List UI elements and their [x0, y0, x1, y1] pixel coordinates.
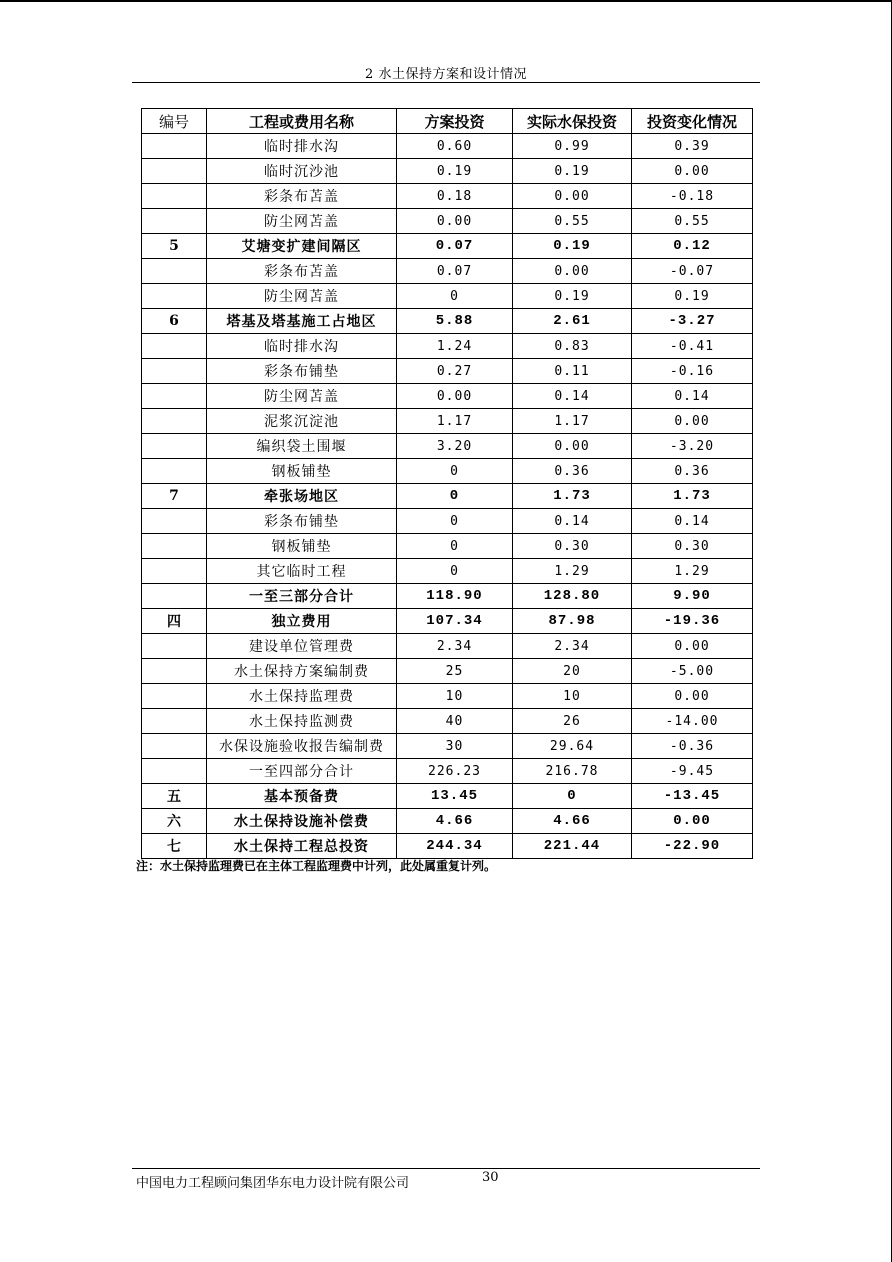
cell-name: 临时排水沟	[207, 134, 397, 159]
cell-investment-change: -0.41	[632, 334, 753, 359]
cell-plan-investment: 10	[397, 684, 513, 709]
table-row	[142, 759, 753, 784]
cell-investment-change: 1.29	[632, 559, 753, 584]
cell-investment-change: -0.36	[632, 734, 753, 759]
column-header-plan: 方案投资	[397, 109, 513, 134]
cell-name: 独立费用	[207, 609, 397, 634]
cell-actual-investment: 26	[513, 709, 632, 734]
column-header-actual: 实际水保投资	[513, 109, 632, 134]
cell-no	[142, 559, 207, 584]
cell-name: 泥浆沉淀池	[207, 409, 397, 434]
cell-actual-investment: 0.30	[513, 534, 632, 559]
cell-actual-investment: 0.19	[513, 234, 632, 259]
cell-actual-investment: 221.44	[513, 834, 632, 859]
table-row	[142, 484, 753, 509]
cell-investment-change: 0.00	[632, 684, 753, 709]
cell-investment-change: 1.73	[632, 484, 753, 509]
cell-actual-investment: 0.14	[513, 509, 632, 534]
cell-plan-investment: 3.20	[397, 434, 513, 459]
cell-investment-change: -0.16	[632, 359, 753, 384]
cell-name: 牵张场地区	[207, 484, 397, 509]
cell-plan-investment: 13.45	[397, 784, 513, 809]
cell-no	[142, 534, 207, 559]
cell-no	[142, 634, 207, 659]
cell-name: 其它临时工程	[207, 559, 397, 584]
cell-no: 七	[142, 834, 207, 859]
cell-investment-change: 0.14	[632, 384, 753, 409]
cell-plan-investment: 2.34	[397, 634, 513, 659]
cell-plan-investment: 107.34	[397, 609, 513, 634]
cell-name: 彩条布铺垫	[207, 359, 397, 384]
cell-actual-investment: 0.99	[513, 134, 632, 159]
cell-no	[142, 459, 207, 484]
cell-no	[142, 759, 207, 784]
cell-name: 编织袋土围堰	[207, 434, 397, 459]
cell-name: 钢板铺垫	[207, 534, 397, 559]
cell-no	[142, 384, 207, 409]
cell-actual-investment: 0.00	[513, 434, 632, 459]
column-header-no: 编号	[142, 109, 207, 134]
cell-name: 彩条布苫盖	[207, 259, 397, 284]
cell-name: 彩条布苫盖	[207, 184, 397, 209]
cell-name: 水保设施验收报告编制费	[207, 734, 397, 759]
cell-no	[142, 684, 207, 709]
cell-plan-investment: 1.24	[397, 334, 513, 359]
cell-plan-investment: 226.23	[397, 759, 513, 784]
cell-actual-investment: 0.19	[513, 159, 632, 184]
cell-actual-investment: 0.14	[513, 384, 632, 409]
cell-no: 5	[142, 234, 207, 259]
cell-plan-investment: 0.00	[397, 384, 513, 409]
table-row	[142, 659, 753, 684]
cell-actual-investment: 0.19	[513, 284, 632, 309]
cell-investment-change: 0.00	[632, 159, 753, 184]
cell-plan-investment: 0.00	[397, 209, 513, 234]
column-header-name: 工程或费用名称	[207, 109, 397, 134]
cell-plan-investment: 0.07	[397, 259, 513, 284]
cell-plan-investment: 30	[397, 734, 513, 759]
cell-investment-change: 0.12	[632, 234, 753, 259]
cell-name: 一至三部分合计	[207, 584, 397, 609]
table-header-row	[142, 109, 753, 134]
page-number: 30	[482, 1170, 499, 1185]
page-header-title: 2 水土保持方案和设计情况	[365, 67, 527, 82]
cell-name: 防尘网苫盖	[207, 209, 397, 234]
cell-plan-investment: 5.88	[397, 309, 513, 334]
cell-no: 6	[142, 309, 207, 334]
cell-investment-change: -5.00	[632, 659, 753, 684]
table-row	[142, 634, 753, 659]
cell-no	[142, 584, 207, 609]
cell-plan-investment: 0.60	[397, 134, 513, 159]
table-row	[142, 209, 753, 234]
cell-investment-change: -9.45	[632, 759, 753, 784]
table-row	[142, 234, 753, 259]
cell-actual-investment: 2.34	[513, 634, 632, 659]
cell-actual-investment: 87.98	[513, 609, 632, 634]
table-row	[142, 459, 753, 484]
cell-actual-investment: 128.80	[513, 584, 632, 609]
cell-actual-investment: 0.00	[513, 184, 632, 209]
cell-no	[142, 434, 207, 459]
cell-plan-investment: 4.66	[397, 809, 513, 834]
cell-name: 防尘网苫盖	[207, 284, 397, 309]
cell-actual-investment: 0.83	[513, 334, 632, 359]
cell-no	[142, 734, 207, 759]
cell-no	[142, 259, 207, 284]
table-row	[142, 359, 753, 384]
cell-no: 六	[142, 809, 207, 834]
cell-plan-investment: 0.19	[397, 159, 513, 184]
cell-investment-change: -22.90	[632, 834, 753, 859]
cell-name: 彩条布铺垫	[207, 509, 397, 534]
cell-investment-change: -14.00	[632, 709, 753, 734]
cell-investment-change: 0.00	[632, 409, 753, 434]
cell-plan-investment: 0	[397, 484, 513, 509]
cell-no	[142, 284, 207, 309]
cell-actual-investment: 1.29	[513, 559, 632, 584]
table-row	[142, 609, 753, 634]
footer-company-name: 中国电力工程顾问集团华东电力设计院有限公司	[136, 1176, 410, 1191]
table-row	[142, 684, 753, 709]
cell-plan-investment: 1.17	[397, 409, 513, 434]
table-row	[142, 184, 753, 209]
cell-plan-investment: 244.34	[397, 834, 513, 859]
cell-investment-change: -0.18	[632, 184, 753, 209]
cell-actual-investment: 0.36	[513, 459, 632, 484]
cell-actual-investment: 1.17	[513, 409, 632, 434]
table-row	[142, 159, 753, 184]
cell-plan-investment: 0.07	[397, 234, 513, 259]
table-row	[142, 309, 753, 334]
cell-no	[142, 334, 207, 359]
cell-name: 艾塘变扩建间隔区	[207, 234, 397, 259]
cell-investment-change: 0.19	[632, 284, 753, 309]
investment-table	[141, 108, 753, 859]
table-row	[142, 809, 753, 834]
table-row	[142, 384, 753, 409]
table-body	[142, 134, 753, 859]
cell-investment-change: 9.90	[632, 584, 753, 609]
table-row	[142, 409, 753, 434]
cell-plan-investment: 118.90	[397, 584, 513, 609]
table-row	[142, 584, 753, 609]
cell-investment-change: 0.39	[632, 134, 753, 159]
cell-plan-investment: 0	[397, 459, 513, 484]
cell-no	[142, 184, 207, 209]
cell-investment-change: -3.20	[632, 434, 753, 459]
cell-actual-investment: 0.55	[513, 209, 632, 234]
cell-name: 防尘网苫盖	[207, 384, 397, 409]
page-top-border	[0, 0, 892, 2]
cell-no	[142, 209, 207, 234]
cell-no: 四	[142, 609, 207, 634]
cell-plan-investment: 0.27	[397, 359, 513, 384]
cell-investment-change: -13.45	[632, 784, 753, 809]
cell-name: 水土保持工程总投资	[207, 834, 397, 859]
table-row	[142, 709, 753, 734]
cell-investment-change: 0.30	[632, 534, 753, 559]
cell-name: 基本预备费	[207, 784, 397, 809]
table-row	[142, 509, 753, 534]
cell-name: 临时沉沙池	[207, 159, 397, 184]
cell-actual-investment: 20	[513, 659, 632, 684]
cell-no: 7	[142, 484, 207, 509]
header-divider	[132, 82, 760, 83]
cell-plan-investment: 0	[397, 509, 513, 534]
cell-name: 塔基及塔基施工占地区	[207, 309, 397, 334]
cell-actual-investment: 29.64	[513, 734, 632, 759]
cell-investment-change: -0.07	[632, 259, 753, 284]
cell-no: 五	[142, 784, 207, 809]
cell-name: 临时排水沟	[207, 334, 397, 359]
cell-no	[142, 409, 207, 434]
cell-investment-change: -19.36	[632, 609, 753, 634]
column-header-change: 投资变化情况	[632, 109, 753, 134]
cell-actual-investment: 216.78	[513, 759, 632, 784]
footer-divider	[132, 1168, 760, 1169]
cell-plan-investment: 0.18	[397, 184, 513, 209]
table-row	[142, 734, 753, 759]
cell-investment-change: -3.27	[632, 309, 753, 334]
cell-name: 水土保持设施补偿费	[207, 809, 397, 834]
cell-no	[142, 134, 207, 159]
table-row	[142, 559, 753, 584]
table-row	[142, 334, 753, 359]
cell-actual-investment: 4.66	[513, 809, 632, 834]
cell-name: 钢板铺垫	[207, 459, 397, 484]
cell-no	[142, 509, 207, 534]
cell-no	[142, 659, 207, 684]
cell-investment-change: 0.55	[632, 209, 753, 234]
table-note: 注：水土保持监理费已在主体工程监理费中计列，此处属重复计列。	[136, 859, 497, 873]
table-row	[142, 834, 753, 859]
cell-name: 水土保持方案编制费	[207, 659, 397, 684]
table-row	[142, 134, 753, 159]
cell-plan-investment: 40	[397, 709, 513, 734]
cell-plan-investment: 0	[397, 559, 513, 584]
cell-investment-change: 0.00	[632, 634, 753, 659]
cell-plan-investment: 0	[397, 284, 513, 309]
cell-actual-investment: 0	[513, 784, 632, 809]
cell-investment-change: 0.14	[632, 509, 753, 534]
cell-actual-investment: 0.11	[513, 359, 632, 384]
table-row	[142, 534, 753, 559]
table-row	[142, 434, 753, 459]
cell-name: 水土保持监测费	[207, 709, 397, 734]
cell-actual-investment: 10	[513, 684, 632, 709]
cell-name: 建设单位管理费	[207, 634, 397, 659]
cell-investment-change: 0.36	[632, 459, 753, 484]
cell-no	[142, 359, 207, 384]
table-row	[142, 784, 753, 809]
cell-no	[142, 709, 207, 734]
table-row	[142, 259, 753, 284]
cell-plan-investment: 25	[397, 659, 513, 684]
cell-name: 水土保持监理费	[207, 684, 397, 709]
cell-plan-investment: 0	[397, 534, 513, 559]
cell-investment-change: 0.00	[632, 809, 753, 834]
cell-actual-investment: 2.61	[513, 309, 632, 334]
table-row	[142, 284, 753, 309]
cell-actual-investment: 0.00	[513, 259, 632, 284]
cell-no	[142, 159, 207, 184]
cell-actual-investment: 1.73	[513, 484, 632, 509]
cell-name: 一至四部分合计	[207, 759, 397, 784]
